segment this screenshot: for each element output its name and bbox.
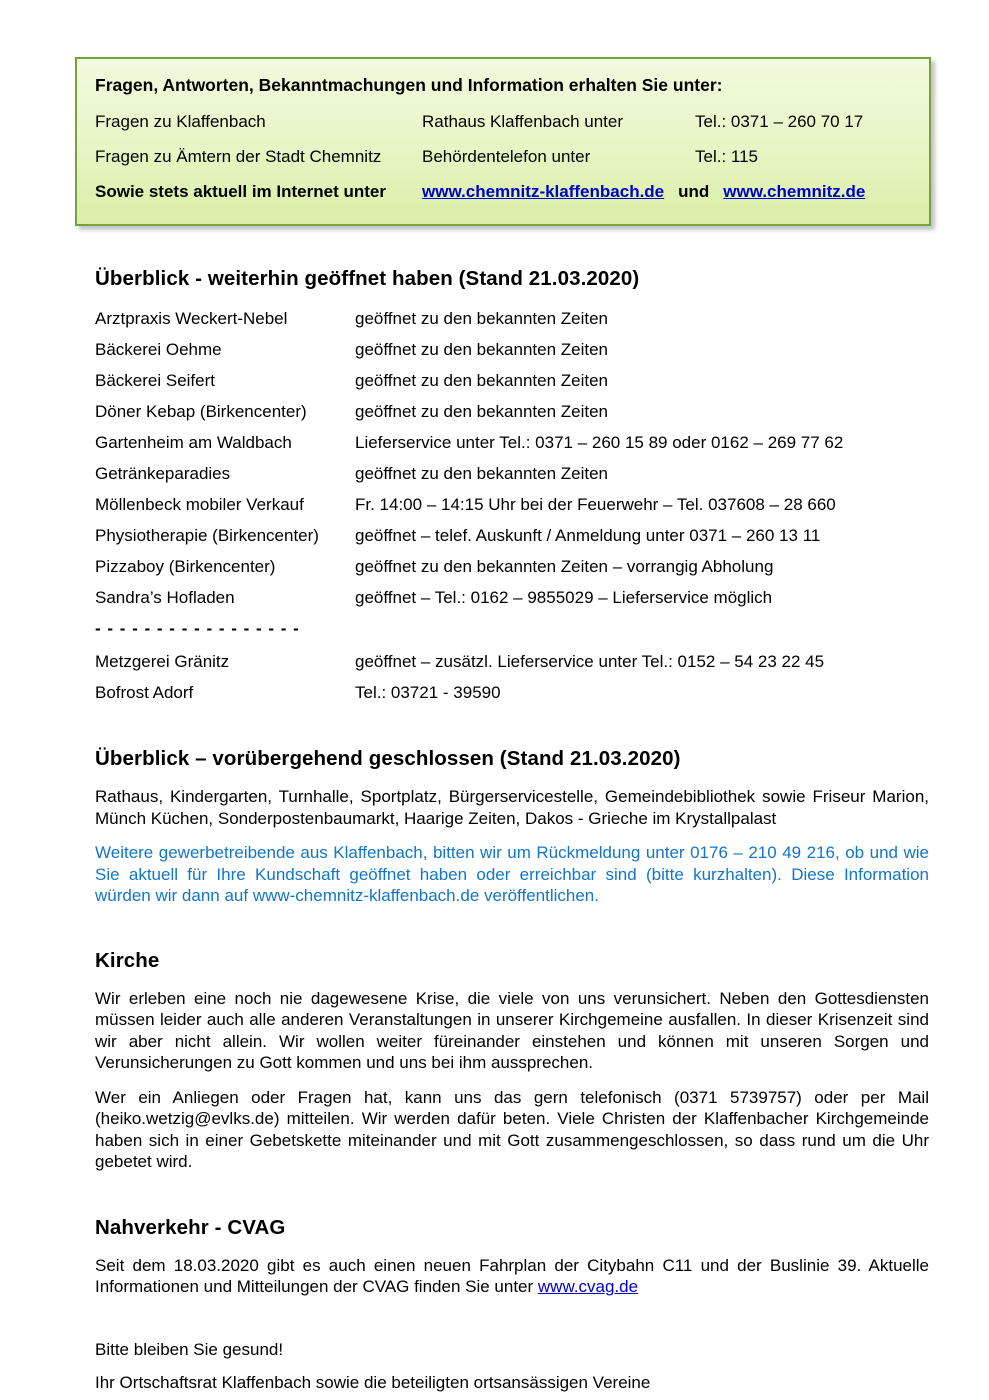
business-status: geöffnet zu den bekannten Zeiten [355,309,608,328]
business-row [95,401,929,422]
church-section-heading: Kirche [95,948,160,972]
info-box-row [95,112,911,132]
extra-entries-list [95,651,929,703]
info-row-office: Behördentelefon unter [422,147,591,166]
church-paragraph-2: Wer ein Anliegen oder Fragen hat, kann uns das gern telefonisch (0371 5739757) oder per Mail (heiko.wetzig@evlks.de) mitteilen. Wir werden dafür beten. Viele Christen der Klaffenbacher Kirchgemeinde haben sich in einer Gebetskette miteinander und mit Gott zusammengeschlossen, so dass rund um die Uhr gebetet wird. [95,1087,929,1171]
business-status: geöffnet – Tel.: 0162 – 9855029 – Lieferservice möglich [355,588,773,607]
document-content [95,267,929,1393]
transport-section-heading: Nahverkehr - CVAG [95,1215,286,1239]
business-status: geöffnet zu den bekannten Zeiten – vorrangig Abholung [355,557,774,576]
info-row-phone: Tel.: 0371 – 260 70 17 [695,112,864,131]
business-name: Sandra’s Hofladen [95,588,235,607]
business-row [95,308,929,329]
business-status: geöffnet – zusätzl. Lieferservice unter Tel.: 0152 – 54 23 22 45 [355,652,825,671]
business-status: geöffnet zu den bekannten Zeiten [355,371,608,390]
business-name: Gartenheim am Waldbach [95,433,292,452]
link-chemnitz[interactable]: www.chemnitz.de [723,182,866,201]
closing-signature: Ihr Ortschaftsrat Klaffenbach sowie die beteiligten ortsansässigen Vereine [95,1372,651,1392]
business-row [95,463,929,484]
business-row [95,682,929,703]
business-name: Möllenbeck mobiler Verkauf [95,495,304,514]
open-entries-list [95,308,929,608]
business-name: Bofrost Adorf [95,683,194,702]
info-box-internet-line [95,182,911,202]
business-name: Arztpraxis Weckert-Nebel [95,309,288,328]
business-name: Metzgerei Gränitz [95,652,230,671]
business-status: geöffnet zu den bekannten Zeiten [355,402,608,421]
open-section-heading: Überblick - weiterhin geöffnet haben (Stand 21.03.2020) [95,267,640,290]
business-row [95,370,929,391]
closed-section-heading: Überblick – vorübergehend geschlossen (Stand 21.03.2020) [95,747,681,770]
business-status: geöffnet – telef. Auskunft / Anmeldung unter 0371 – 260 13 11 [355,526,821,545]
business-status: Tel.: 03721 - 39590 [355,683,501,702]
closed-list-paragraph: Rathaus, Kindergarten, Turnhalle, Sportplatz, Bürgerservicestelle, Gemeindebibliothek sowie Friseur Marion, Münch Küchen, Sonderpostenbaumarkt, Haarige Zeiten, Dakos - Grieche im Krystallpalast [95,787,929,828]
business-row [95,587,929,608]
business-status: Lieferservice unter Tel.: 0371 – 260 15 89 oder 0162 – 269 77 62 [355,433,844,452]
internet-line-conjunction: und [678,182,710,201]
business-name: Döner Kebap (Birkencenter) [95,402,307,421]
business-row [95,556,929,577]
business-name: Getränkeparadies [95,464,231,483]
transport-paragraph [95,1255,929,1298]
business-status: geöffnet zu den bekannten Zeiten [355,464,608,483]
business-row [95,339,929,360]
link-cvag[interactable]: www.cvag.de [537,1277,639,1296]
business-status: Fr. 14:00 – 14:15 Uhr bei der Feuerwehr – Tel. 037608 – 28 660 [355,495,836,514]
link-chemnitz-klaffenbach[interactable]: www.chemnitz-klaffenbach.de [422,182,665,201]
info-box-title: Fragen, Antworten, Bekanntmachungen und Information erhalten Sie unter: [95,75,723,95]
internet-line-links [422,182,911,202]
church-paragraph-1: Wir erleben eine noch nie dagewesene Krise, die viele von uns verunsichert. Neben den Gottesdiensten müssen leider auch alle anderen Veranstaltungen in unserer Kirchgemeine ausfallen. In dieser Krisenzeit sind wir aber nicht allein. Wir wollen weiter füreinander einstehen und können mit unseren Sorgen und Verunsicherungen zu Gott kommen und uns bei ihm aussprechen. [95,988,929,1072]
internet-line-prefix: Sowie stets aktuell im Internet unter [95,182,386,201]
business-row [95,432,929,453]
business-row [95,525,929,546]
business-name: Physiotherapie (Birkencenter) [95,526,319,545]
business-row [95,651,929,672]
business-name: Bäckerei Oehme [95,340,222,359]
info-box [75,57,931,226]
business-row [95,494,929,515]
business-name: Bäckerei Seifert [95,371,215,390]
info-row-phone: Tel.: 115 [695,147,759,166]
business-name: Pizzaboy (Birkencenter) [95,557,276,576]
dashed-separator: - - - - - - - - - - - - - - - - - [95,619,300,638]
info-row-topic: Fragen zu Ämtern der Stadt Chemnitz [95,147,382,166]
info-box-rows [95,112,911,167]
info-row-topic: Fragen zu Klaffenbach [95,112,266,131]
info-box-row [95,147,911,167]
feedback-notice-paragraph: Weitere gewerbetreibende aus Klaffenbach, bitten wir um Rückmeldung unter 0176 – 210 49 216, ob und wie Sie aktuell für Ihre Kundschaft geöffnet haben oder erreichbar sind (bitte kurzhalten). Diese Information würden wir dann auf www-chemnitz-klaffenbach.de veröffentlichen. [95,843,929,905]
closing-wish: Bitte bleiben Sie gesund! [95,1339,284,1359]
info-row-office: Rathaus Klaffenbach unter [422,112,623,131]
business-status: geöffnet zu den bekannten Zeiten [355,340,608,359]
transport-paragraph-text: Seit dem 18.03.2020 gibt es auch einen neuen Fahrplan der Citybahn C11 und der Buslinie 39. Aktuelle Informationen und Mitteilungen der CVAG finden Sie unter [95,1255,929,1296]
